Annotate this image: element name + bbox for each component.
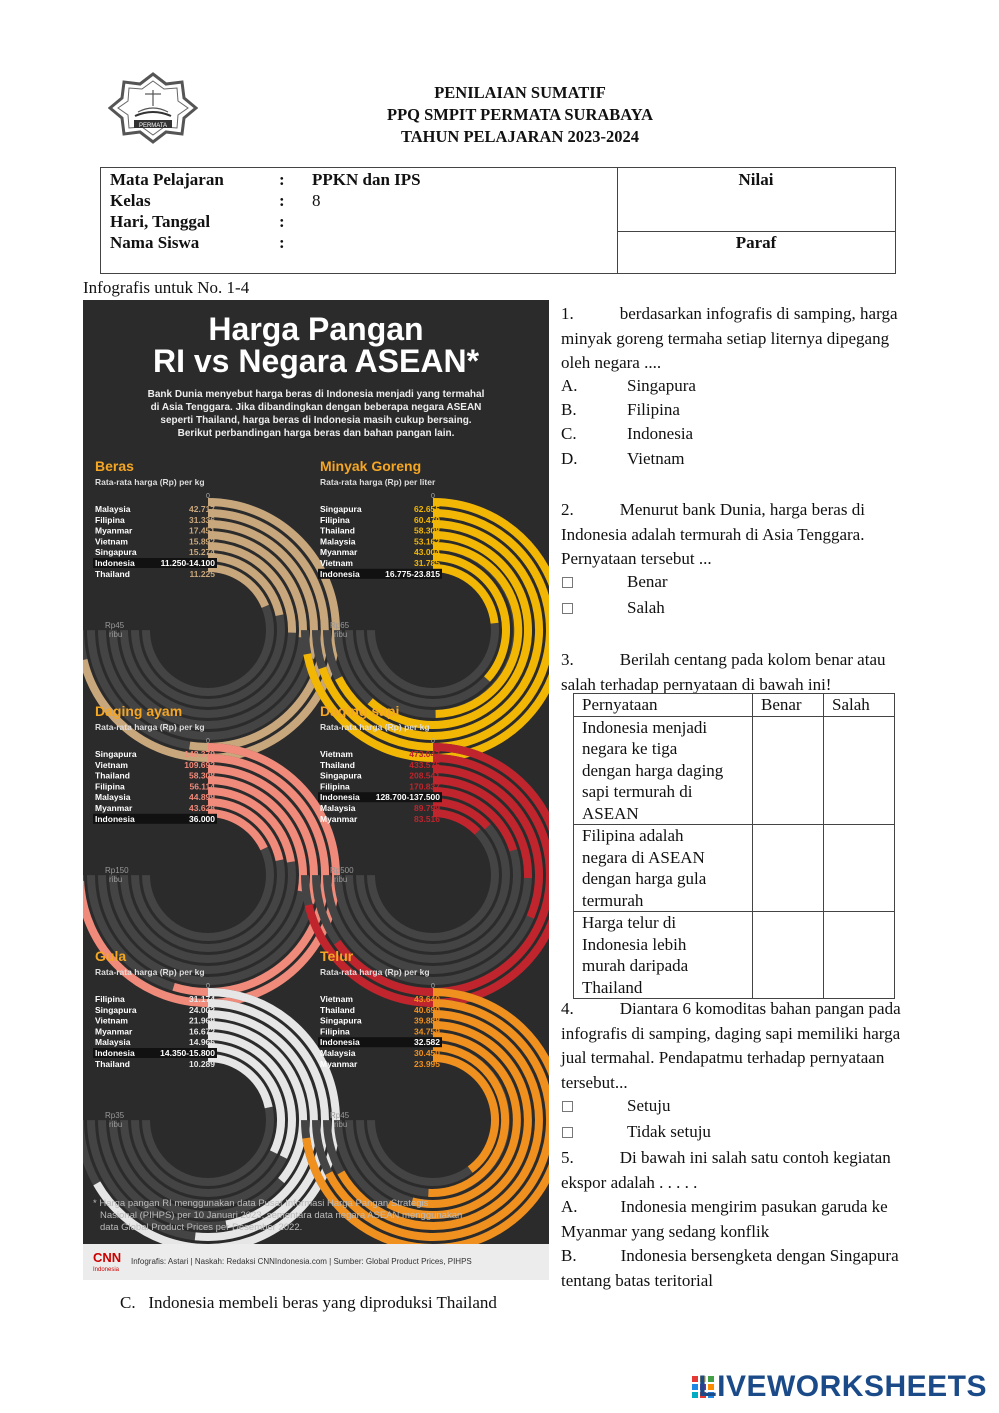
price-label: 23.995	[414, 1058, 440, 1069]
price-label: 42.717	[189, 504, 215, 514]
country-label: Vietnam	[320, 749, 353, 759]
benar-cell[interactable]	[753, 912, 824, 999]
header-line-2: PPQ SMPIT PERMATA SURABAYA	[386, 105, 654, 124]
statement-line: dengan harga gula	[582, 869, 707, 888]
country-label: Thailand	[320, 759, 355, 770]
max-tick-sub-label: ribu	[334, 875, 348, 884]
zero-tick-label: 0	[431, 738, 435, 745]
price-label: 14.966	[189, 1037, 215, 1048]
price-label: 44.899	[189, 792, 215, 803]
intro-line: Bank Dunia menyebut harga beras di Indonesia menjadi yang termahal	[147, 389, 485, 400]
statement-line: negara di ASEAN	[582, 847, 705, 867]
salah-cell[interactable]	[824, 912, 895, 999]
option-text[interactable]: Benar	[627, 572, 668, 591]
country-label: Singapura	[95, 1004, 137, 1015]
country-label: Myanmar	[320, 1058, 358, 1069]
option-text[interactable]: Singapura	[627, 376, 696, 395]
option-text[interactable]: Indonesia	[627, 424, 694, 443]
country-label: Vietnam	[95, 1015, 128, 1026]
zero-tick-label: 0	[431, 493, 435, 500]
option-text: Indonesia mengirim pasukan garuda ke	[620, 1197, 888, 1216]
question-text: Berilah centang pada kolom benar atau	[619, 650, 886, 669]
question-number: 5.	[561, 1148, 574, 1167]
max-tick-sub-label: ribu	[334, 1120, 348, 1129]
price-label: 83.516	[414, 813, 440, 824]
question-2	[561, 498, 941, 572]
info-label: Hari, Tanggal	[110, 212, 211, 231]
option-text[interactable]: Tidak setuju	[627, 1122, 711, 1141]
price-label: 36.000	[189, 813, 215, 824]
footnote-line: * Harga pangan RI menggunakan data Pusat Informasi Harga Pangan Strategis	[93, 1198, 429, 1209]
question-5-option-b[interactable]	[561, 1244, 941, 1293]
info-colon: :	[279, 170, 285, 189]
country-label: Singapura	[95, 547, 137, 558]
question-text: ekspor adalah . . . . .	[561, 1172, 698, 1192]
country-label: Filipina	[320, 1026, 350, 1037]
question-number: 2.	[561, 500, 574, 519]
class-value: 8	[312, 191, 321, 210]
option-text[interactable]: Setuju	[627, 1096, 671, 1115]
option-text[interactable]: Filipina	[627, 400, 680, 419]
max-tick-label: Rp500	[330, 866, 354, 875]
option-text: Indonesia membeli beras yang diproduksi Thailand	[148, 1293, 497, 1312]
checkbox[interactable]	[562, 1127, 573, 1138]
checkbox[interactable]	[562, 577, 573, 588]
price-label: 39.888	[414, 1015, 440, 1026]
checkbox[interactable]	[562, 1101, 573, 1112]
panel-title: Minyak Goreng	[320, 458, 422, 474]
country-label: Myanmar	[320, 547, 358, 558]
country-label: Thailand	[95, 1058, 130, 1069]
info-label: Kelas	[110, 191, 151, 210]
price-label: 32.582	[414, 1037, 440, 1048]
max-tick-sub-label: ribu	[109, 630, 123, 639]
question-1	[561, 302, 941, 376]
option-text: Indonesia bersengketa dengan Singapura	[620, 1246, 899, 1265]
price-label: 40.690	[414, 1004, 440, 1015]
price-label: 30.450	[414, 1048, 440, 1058]
panel-unit: Rata-rata harga (Rp) per kg	[320, 722, 430, 732]
price-label: 43.640	[414, 994, 440, 1004]
question-number: 4.	[561, 999, 574, 1018]
max-tick-sub-label: ribu	[109, 875, 123, 884]
question-5	[561, 1146, 941, 1195]
info-colon: :	[279, 233, 285, 252]
country-label: Malaysia	[320, 803, 356, 813]
option-text[interactable]: Salah	[627, 598, 665, 617]
max-tick-label: Rp65	[330, 621, 350, 630]
question-text: salah terhadap pernyataan di bawah ini!	[561, 674, 832, 694]
statement-line: Indonesia menjadi	[582, 717, 708, 737]
nilai-label: Nilai	[738, 170, 774, 189]
question-4	[561, 997, 961, 1095]
panel-title: Telur	[320, 948, 354, 964]
country-label: Indonesia	[95, 1048, 135, 1058]
logo-text: PERMATA	[138, 123, 168, 129]
question-text: Diantara 6 komoditas bahan pangan pada	[619, 999, 901, 1018]
panel-unit: Rata-rata harga (Rp) per kg	[95, 722, 205, 732]
panel-unit: Rata-rata harga (Rp) per kg	[95, 967, 205, 977]
statement-line: Indonesia lebih	[582, 934, 687, 954]
price-label: 15.892	[189, 536, 215, 547]
statement-line: Filipina adalah	[582, 826, 684, 845]
question-number: 1.	[561, 304, 574, 323]
statement-cell	[574, 912, 753, 999]
statement-line: ASEAN	[582, 803, 639, 823]
option-letter: C.	[120, 1293, 136, 1312]
price-label: 56.114	[189, 781, 215, 792]
zero-tick-label: 0	[431, 983, 435, 990]
price-label: 11.250-14.100	[160, 558, 215, 568]
column-header: Benar	[753, 694, 824, 717]
panel-unit: Rata-rata harga (Rp) per kg	[320, 967, 430, 977]
panel-title: Daging sapi	[320, 703, 400, 719]
infographic-canvas	[83, 300, 549, 1280]
option-letter: A.	[561, 376, 578, 395]
zero-tick-label: 0	[206, 983, 210, 990]
panel-title: Gula	[95, 948, 127, 964]
option-letter: D.	[561, 449, 578, 468]
benar-cell[interactable]	[753, 825, 824, 912]
intro-line: Berikut perbandingan harga beras dan bahan pangan lain.	[177, 428, 455, 439]
student-info-table	[100, 167, 896, 274]
panel-title: Daging ayam	[95, 703, 183, 719]
cnn-logo-sub: Indonesia	[93, 1267, 120, 1273]
price-label: 14.350-15.800	[160, 1048, 215, 1058]
info-label: Nama Siswa	[110, 233, 200, 252]
intro-line: seperti Thailand, harga beras di Indonesia masih cukup bersaing.	[160, 415, 472, 426]
max-tick-sub-label: ribu	[109, 1120, 123, 1129]
price-label: 31.336	[189, 514, 215, 525]
option-letter: B.	[561, 1246, 577, 1265]
statement-line: negara ke tiga	[582, 739, 678, 758]
price-label: 128.700-137.500	[375, 792, 440, 803]
country-label: Filipina	[320, 514, 350, 525]
question-3	[561, 648, 941, 697]
option-letter: B.	[561, 400, 577, 419]
subject-value: PPKN dan IPS	[312, 170, 421, 189]
question-text: infografis di samping, daging sapi memiliki harga	[561, 1023, 901, 1043]
infographic-caption: Infografis untuk No. 1-4	[83, 278, 250, 297]
country-label: Indonesia	[95, 558, 135, 568]
question-text: Indonesia adalah termurah di Asia Tenggara.	[561, 524, 865, 544]
country-label: Vietnam	[320, 558, 353, 568]
liveworksheets-watermark: LIVEWORKSHEETS	[698, 1370, 987, 1403]
country-label: Thailand	[320, 525, 355, 536]
statement-line: Harga telur di	[582, 913, 677, 932]
option-letter: C.	[561, 424, 577, 443]
question-5-option-c[interactable]	[120, 1293, 497, 1313]
country-label: Indonesia	[95, 813, 135, 824]
statement-table	[573, 693, 895, 999]
option-text[interactable]: Vietnam	[627, 449, 685, 468]
price-label: 34.759	[414, 1026, 440, 1037]
table-row	[574, 716, 895, 825]
price-label: 16.672	[189, 1026, 215, 1037]
question-text: berdasarkan infografis di samping, harga	[619, 304, 898, 323]
country-label: Thailand	[320, 1004, 355, 1015]
price-label: 15.274	[189, 547, 215, 558]
panel-unit: Rata-rata harga (Rp) per kg	[95, 477, 205, 487]
country-label: Indonesia	[320, 568, 360, 579]
price-label: 21.969	[189, 1015, 215, 1026]
zero-tick-label: 0	[206, 738, 210, 745]
paraf-label: Paraf	[735, 233, 777, 252]
infographic-title-1: Harga Pangan	[208, 311, 424, 347]
header-line-1: PENILAIAN SUMATIF	[434, 83, 606, 102]
price-label: 31.785	[414, 558, 440, 568]
max-tick-label: Rp35	[105, 1111, 125, 1120]
salah-cell[interactable]	[824, 825, 895, 912]
info-colon: :	[279, 212, 285, 231]
price-label: 60.479	[414, 514, 440, 525]
price-label: 16.775-23.815	[385, 568, 440, 579]
statement-line: murah daripada	[582, 956, 689, 975]
salah-cell[interactable]	[824, 716, 895, 825]
school-logo	[108, 72, 198, 144]
price-label: 31.174	[189, 994, 215, 1004]
table-header-row	[574, 694, 895, 717]
country-label: Vietnam	[95, 536, 128, 547]
statement-cell	[574, 825, 753, 912]
country-label: Vietnam	[320, 994, 353, 1004]
table-row	[574, 825, 895, 912]
statement-cell	[574, 716, 753, 825]
option-text: tentang batas teritorial	[561, 1270, 713, 1290]
question-text: oleh negara ....	[561, 353, 662, 372]
price-label: 170.837	[409, 781, 440, 792]
question-text: tersebut...	[561, 1072, 628, 1092]
price-label: 89.799	[414, 803, 440, 813]
column-header: Pernyataan	[574, 694, 753, 717]
statement-line: Thailand	[582, 977, 643, 997]
price-label: 473.047	[409, 749, 440, 759]
footnote-line: data Global Product Prices per Desember 2022.	[100, 1222, 303, 1233]
option-text: Myanmar yang sedang konflik	[561, 1221, 770, 1241]
infographic-title-2: RI vs Negara ASEAN*	[152, 343, 480, 379]
statement-line: dengan harga daging	[582, 760, 724, 780]
max-tick-sub-label: ribu	[334, 630, 348, 639]
question-text: jual termahal. Pendapatmu terhadap pernyataan	[561, 1048, 885, 1067]
country-label: Thailand	[95, 568, 130, 579]
info-colon: :	[279, 191, 285, 210]
price-label: 43.004	[414, 547, 440, 558]
max-tick-label: Rp45	[105, 621, 125, 630]
statement-line: termurah	[582, 890, 644, 910]
infographic	[83, 300, 549, 1280]
panel-title: Beras	[95, 458, 134, 474]
question-5-option-a[interactable]	[561, 1195, 941, 1244]
question-text: Pernyataan tersebut ...	[561, 549, 712, 568]
max-tick-label: Rp45	[330, 1111, 350, 1120]
price-label: 17.451	[189, 525, 215, 536]
credit-text: Infografis: Astari | Naskah: Redaksi CNNIndonesia.com | Sumber: Global Product Prices, PIHPS	[131, 1257, 472, 1266]
column-header: Salah	[824, 694, 895, 717]
country-label: Singapura	[320, 504, 362, 514]
country-label: Filipina	[95, 994, 125, 1004]
zero-tick-label: 0	[206, 493, 210, 500]
country-label: Malaysia	[95, 504, 131, 514]
price-label: 62.655	[414, 504, 440, 514]
country-label: Malaysia	[320, 536, 356, 547]
country-label: Malaysia	[95, 1037, 131, 1048]
statement-line: sapi termurah di	[582, 782, 693, 801]
country-label: Indonesia	[320, 1037, 360, 1048]
footnote-line: Nasional (PIHPS) per 10 Januari 2023, sementara data negara ASEAN menggunakan	[100, 1210, 463, 1221]
intro-line: di Asia Tenggara. Jika dibandingkan dengan beberapa negara ASEAN	[150, 402, 482, 413]
price-label: 53.162	[414, 536, 440, 547]
country-label: Filipina	[320, 781, 350, 792]
country-label: Singapura	[320, 770, 362, 781]
benar-cell[interactable]	[753, 716, 824, 825]
price-label: 58.308	[414, 525, 440, 536]
country-label: Filipina	[95, 514, 125, 525]
country-label: Myanmar	[95, 803, 133, 813]
price-label: 208.541	[409, 770, 440, 781]
country-label: Thailand	[95, 770, 130, 781]
country-label: Myanmar	[95, 1026, 133, 1037]
country-label: Vietnam	[95, 759, 128, 770]
option-letter: A.	[561, 1197, 578, 1216]
info-label: Mata Pelajaran	[110, 170, 224, 189]
country-label: Myanmar	[95, 525, 133, 536]
price-label: 433.575	[409, 759, 440, 770]
country-label: Malaysia	[320, 1048, 356, 1058]
question-number: 3.	[561, 650, 574, 669]
panel-unit: Rata-rata harga (Rp) per liter	[320, 477, 436, 487]
price-label: 109.692	[184, 759, 215, 770]
question-text: minyak goreng termaha setiap liternya dipegang	[561, 328, 890, 348]
max-tick-label: Rp150	[105, 866, 129, 875]
country-label: Singapura	[320, 1015, 362, 1026]
country-label: Myanmar	[320, 813, 358, 824]
price-label: 24.002	[189, 1004, 215, 1015]
question-text: Di bawah ini salah satu contoh kegiatan	[619, 1148, 891, 1167]
country-label: Singapura	[95, 749, 137, 759]
checkbox[interactable]	[562, 603, 573, 614]
question-text: Menurut bank Dunia, harga beras di	[619, 500, 865, 519]
price-label: 10.289	[189, 1058, 215, 1069]
cnn-logo: CNN	[93, 1250, 122, 1265]
price-label: 148.379	[184, 749, 215, 759]
price-label: 11.225	[189, 568, 215, 579]
table-row	[574, 912, 895, 999]
header-line-3: TAHUN PELAJARAN 2023-2024	[400, 127, 640, 146]
price-label: 58.308	[189, 770, 215, 781]
country-label: Indonesia	[320, 792, 360, 803]
country-label: Filipina	[95, 781, 125, 792]
country-label: Malaysia	[95, 792, 131, 803]
price-label: 43.628	[189, 803, 215, 813]
